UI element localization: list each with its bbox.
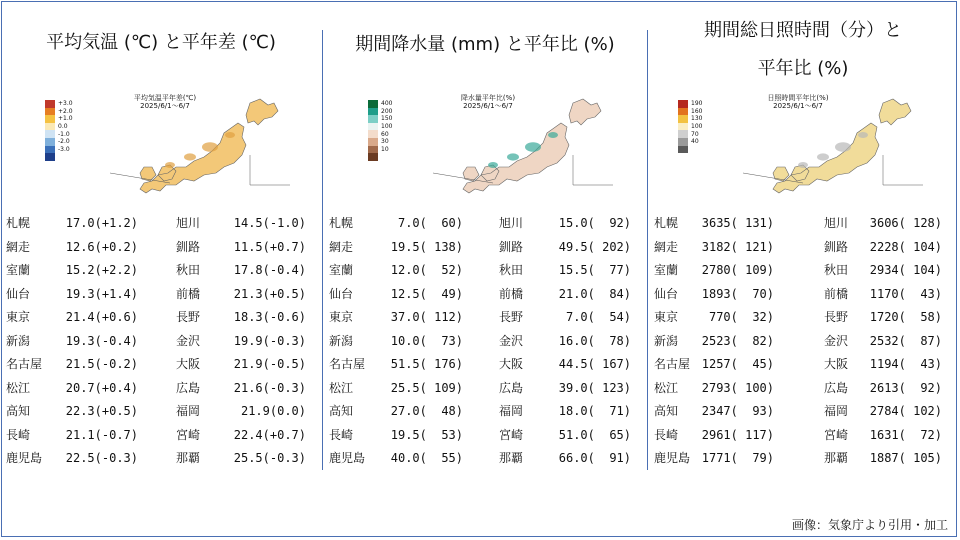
station-row <box>6 259 316 283</box>
station-value: 39.0( 123) <box>558 380 631 395</box>
station-name: 鹿児島 <box>6 451 43 465</box>
map-region <box>184 153 196 160</box>
station-row <box>654 283 952 307</box>
station-name: 宮崎 <box>824 427 849 442</box>
station-value: 19.5( 138) <box>390 239 463 254</box>
station-name: 広島 <box>824 380 849 395</box>
station-name: 鹿児島 <box>329 451 366 465</box>
station-value: 44.5( 167) <box>558 357 631 371</box>
station-value: 1720( 58) <box>869 310 942 324</box>
station-name: 名古屋 <box>6 357 43 371</box>
station-value: 7.0( 54) <box>565 310 631 324</box>
station-value: 12.0( 52) <box>390 263 463 277</box>
legend-item <box>45 153 105 161</box>
station-row <box>654 306 952 330</box>
station-value: 21.3(+0.5) <box>233 286 306 301</box>
station-value: 19.5( 53) <box>390 427 463 442</box>
station-value: 49.5( 202) <box>558 239 631 254</box>
legend-item <box>45 138 105 146</box>
station-name: 釧路 <box>499 239 524 254</box>
station-name: 網走 <box>329 239 354 254</box>
station-value: 770( 32) <box>708 310 774 324</box>
station-name: 秋田 <box>176 263 201 277</box>
legend-label: -3.0 <box>58 145 70 153</box>
anomaly-map <box>45 90 305 195</box>
legend-label: -2.0 <box>58 138 70 146</box>
legend-swatch <box>45 130 55 138</box>
legend-item <box>368 130 428 138</box>
station-row <box>329 424 641 448</box>
station-name: 秋田 <box>499 263 524 277</box>
legend-swatch <box>45 146 55 154</box>
map-region <box>165 162 175 168</box>
station-row <box>654 236 952 260</box>
station-name: 新潟 <box>329 333 354 348</box>
station-name: 長野 <box>499 310 524 324</box>
station-value: 2780( 109) <box>701 263 774 277</box>
station-value: 21.1(-0.7) <box>65 427 138 442</box>
map-period: 2025/6/1～6/7 <box>140 102 190 110</box>
legend-swatch <box>45 115 55 123</box>
station-name: 札幌 <box>6 216 31 230</box>
station-value: 40.0( 55) <box>390 451 463 465</box>
legend-swatch <box>678 115 688 123</box>
map-region <box>507 153 519 160</box>
legend-label: 130 <box>691 115 703 123</box>
station-name: 那覇 <box>499 451 524 465</box>
station-name: 福岡 <box>824 404 849 418</box>
legend-item <box>368 100 428 108</box>
station-row <box>654 377 952 401</box>
station-value: 15.0( 92) <box>558 216 631 230</box>
station-row <box>6 377 316 401</box>
station-value: 7.0( 60) <box>397 216 463 230</box>
map-region <box>525 142 541 152</box>
legend-swatch <box>678 100 688 108</box>
legend-item <box>368 115 428 123</box>
station-row <box>6 330 316 354</box>
station-name: 網走 <box>654 239 679 254</box>
panel-2 <box>323 0 647 480</box>
legend-swatch <box>678 123 688 131</box>
legend-label: 100 <box>381 123 393 131</box>
station-row <box>329 212 641 236</box>
station-row <box>329 447 641 471</box>
image-credit: 画像：気象庁より引用・加工 <box>791 518 948 532</box>
legend-label: +2.0 <box>58 107 73 115</box>
station-name: 札幌 <box>329 216 354 230</box>
legend-label: 160 <box>691 107 703 115</box>
station-row <box>654 424 952 448</box>
japan-map <box>733 95 933 195</box>
station-name: 金沢 <box>176 333 201 348</box>
anomaly-map <box>368 90 628 195</box>
station-value: 25.5(-0.3) <box>233 451 306 465</box>
station-value: 16.0( 78) <box>558 333 631 348</box>
station-row <box>329 400 641 424</box>
map-region <box>202 142 218 152</box>
map-legend <box>45 100 105 161</box>
station-name: 長野 <box>824 310 849 324</box>
legend-swatch <box>45 123 55 131</box>
station-value: 1771( 79) <box>701 451 774 465</box>
legend-label: 150 <box>381 115 393 123</box>
station-row <box>329 330 641 354</box>
legend-swatch <box>368 123 378 131</box>
station-value: 21.4(+0.6) <box>65 310 138 324</box>
station-name: 前橋 <box>176 286 201 301</box>
station-row <box>6 212 316 236</box>
map-region <box>817 153 829 160</box>
legend-swatch <box>678 130 688 138</box>
station-name: 宮崎 <box>499 427 524 442</box>
legend-label: -1.0 <box>58 130 70 138</box>
station-name: 金沢 <box>499 333 524 348</box>
map-region <box>858 132 868 138</box>
map-title: 降水量平年比(%) <box>460 94 516 102</box>
station-row <box>654 447 952 471</box>
station-name: 前橋 <box>824 286 849 301</box>
station-value: 21.5(-0.2) <box>65 357 138 371</box>
station-name: 釧路 <box>176 239 201 254</box>
station-value: 27.0( 48) <box>390 404 463 418</box>
legend-label: 200 <box>381 107 393 115</box>
station-name: 室蘭 <box>329 263 354 277</box>
station-name: 那覇 <box>824 451 849 465</box>
station-value: 1257( 45) <box>701 357 774 371</box>
legend-item <box>45 123 105 131</box>
station-name: 釧路 <box>824 239 849 254</box>
legend-swatch <box>368 100 378 108</box>
station-row <box>6 400 316 424</box>
station-row <box>654 353 952 377</box>
station-name: 高知 <box>329 404 354 418</box>
legend-item <box>368 153 428 161</box>
legend-label: 0.0 <box>58 123 68 131</box>
station-value: 22.5(-0.3) <box>65 451 138 465</box>
station-row <box>329 306 641 330</box>
station-value: 20.7(+0.4) <box>65 380 138 395</box>
station-value: 1631( 72) <box>869 427 942 442</box>
station-row <box>6 283 316 307</box>
map-period: 2025/6/1～6/7 <box>773 102 823 110</box>
legend-item <box>678 115 738 123</box>
legend-label: +1.0 <box>58 115 73 123</box>
station-value: 21.0( 84) <box>558 286 631 301</box>
station-name: 秋田 <box>824 263 849 277</box>
station-name: 宮崎 <box>176 427 201 442</box>
station-row <box>329 377 641 401</box>
station-row <box>329 236 641 260</box>
station-name: 長崎 <box>654 427 679 442</box>
legend-swatch <box>368 153 378 161</box>
station-value: 2784( 102) <box>869 404 942 418</box>
station-name: 前橋 <box>499 286 524 301</box>
legend-swatch <box>368 115 378 123</box>
legend-item <box>678 146 738 154</box>
station-name: 長崎 <box>329 427 354 442</box>
station-row <box>654 259 952 283</box>
station-value: 17.8(-0.4) <box>233 263 306 277</box>
legend-label: 190 <box>691 100 703 108</box>
legend-item <box>368 123 428 131</box>
station-value: 2532( 87) <box>869 333 942 348</box>
station-value: 3635( 131) <box>701 216 774 230</box>
map-region <box>488 162 498 168</box>
map-title: 平均気温平年差(℃) <box>133 94 197 102</box>
station-value: 3182( 121) <box>701 239 774 254</box>
panel-1 <box>0 0 322 480</box>
station-name: 東京 <box>329 310 354 324</box>
map-title: 日照時間平年比(%) <box>767 94 829 102</box>
station-value: 14.5(-1.0) <box>233 216 306 230</box>
legend-swatch <box>45 153 55 161</box>
station-value: 2613( 92) <box>869 380 942 395</box>
station-name: 松江 <box>6 380 31 395</box>
station-value: 25.5( 109) <box>390 380 463 395</box>
legend-swatch <box>45 100 55 108</box>
legend-item <box>678 100 738 108</box>
legend-label: +3.0 <box>58 100 73 108</box>
map-region <box>798 162 808 168</box>
station-name: 名古屋 <box>329 357 366 371</box>
station-table <box>654 212 952 471</box>
station-name: 広島 <box>499 380 524 395</box>
anomaly-map <box>678 90 938 195</box>
station-name: 旭川 <box>499 216 524 230</box>
legend-swatch <box>45 138 55 146</box>
station-table <box>6 212 316 471</box>
station-value: 3606( 128) <box>869 216 942 230</box>
station-name: 大阪 <box>824 357 849 371</box>
station-name: 福岡 <box>176 404 201 418</box>
legend-item <box>678 138 738 146</box>
station-value: 19.9(-0.3) <box>233 333 306 348</box>
station-name: 旭川 <box>176 216 201 230</box>
station-value: 18.3(-0.6) <box>233 310 306 324</box>
station-name: 広島 <box>176 380 201 395</box>
station-name: 新潟 <box>6 333 31 348</box>
panel-title: 平均気温 (℃) と平年差 (℃) <box>46 32 276 53</box>
station-value: 66.0( 91) <box>558 451 631 465</box>
station-name: 旭川 <box>824 216 849 230</box>
station-row <box>6 306 316 330</box>
station-row <box>329 283 641 307</box>
station-row <box>6 447 316 471</box>
station-name: 札幌 <box>654 216 679 230</box>
station-value: 12.6(+0.2) <box>65 239 138 254</box>
station-name: 福岡 <box>499 404 524 418</box>
panel-title: 平年比 (%) <box>757 58 849 79</box>
station-value: 2793( 100) <box>701 380 774 395</box>
station-name: 松江 <box>329 380 354 395</box>
station-value: 15.2(+2.2) <box>65 263 138 277</box>
legend-label: 40 <box>691 138 699 146</box>
legend-item <box>45 130 105 138</box>
map-region <box>225 132 235 138</box>
legend-item <box>368 146 428 154</box>
legend-item <box>678 123 738 131</box>
map-period: 2025/6/1～6/7 <box>463 102 513 110</box>
station-value: 10.0( 73) <box>390 333 463 348</box>
legend-item <box>45 146 105 154</box>
legend-label: 60 <box>381 130 389 138</box>
station-name: 長崎 <box>6 427 31 442</box>
station-value: 1893( 70) <box>701 286 774 301</box>
legend-item <box>45 100 105 108</box>
station-value: 2934( 104) <box>869 263 942 277</box>
legend-swatch <box>45 108 55 116</box>
station-value: 21.9(0.0) <box>240 404 306 418</box>
station-name: 室蘭 <box>654 263 679 277</box>
station-value: 17.0(+1.2) <box>65 216 138 230</box>
station-name: 新潟 <box>654 333 679 348</box>
station-row <box>329 259 641 283</box>
legend-item <box>368 138 428 146</box>
station-value: 19.3(+1.4) <box>65 286 138 301</box>
station-row <box>6 424 316 448</box>
station-table <box>329 212 641 471</box>
station-value: 21.9(-0.5) <box>233 357 306 371</box>
map-legend <box>678 100 738 153</box>
station-value: 37.0( 112) <box>390 310 463 324</box>
station-name: 大阪 <box>176 357 201 371</box>
station-name: 高知 <box>6 404 31 418</box>
station-row <box>654 400 952 424</box>
station-value: 51.0( 65) <box>558 427 631 442</box>
legend-label: 10 <box>381 145 389 153</box>
station-row <box>6 353 316 377</box>
station-row <box>654 330 952 354</box>
legend-label: 30 <box>381 138 389 146</box>
station-value: 22.3(+0.5) <box>65 404 138 418</box>
station-value: 2228( 104) <box>869 239 942 254</box>
legend-item <box>45 108 105 116</box>
station-value: 2347( 93) <box>701 404 774 418</box>
station-name: 室蘭 <box>6 263 31 277</box>
station-name: 那覇 <box>176 451 201 465</box>
legend-swatch <box>368 108 378 116</box>
panel-title: 期間総日照時間（分）と <box>704 20 902 41</box>
legend-label: 100 <box>691 123 703 131</box>
legend-item <box>368 108 428 116</box>
station-name: 大阪 <box>499 357 524 371</box>
legend-item <box>678 130 738 138</box>
legend-swatch <box>678 108 688 116</box>
station-value: 11.5(+0.7) <box>233 239 306 254</box>
station-name: 金沢 <box>824 333 849 348</box>
panel-title: 期間降水量 (mm) と平年比 (%) <box>355 34 615 55</box>
station-name: 東京 <box>6 310 31 324</box>
station-name: 名古屋 <box>654 357 691 371</box>
station-name: 長野 <box>176 310 201 324</box>
station-value: 18.0( 71) <box>558 404 631 418</box>
japan-map <box>100 95 300 195</box>
map-region <box>835 142 851 152</box>
legend-item <box>45 115 105 123</box>
station-row <box>6 236 316 260</box>
station-name: 網走 <box>6 239 31 254</box>
legend-swatch <box>368 146 378 154</box>
station-value: 12.5( 49) <box>390 286 463 301</box>
station-value: 51.5( 176) <box>390 357 463 371</box>
legend-label: 70 <box>691 130 699 138</box>
station-value: 19.3(-0.4) <box>65 333 138 348</box>
station-value: 2523( 82) <box>701 333 774 348</box>
station-name: 東京 <box>654 310 679 324</box>
station-name: 仙台 <box>6 286 31 301</box>
station-value: 21.6(-0.3) <box>233 380 306 395</box>
station-name: 高知 <box>654 404 679 418</box>
station-value: 1887( 105) <box>869 451 942 465</box>
station-row <box>329 353 641 377</box>
station-value: 2961( 117) <box>701 427 774 442</box>
legend-swatch <box>368 138 378 146</box>
station-name: 仙台 <box>329 286 354 301</box>
legend-swatch <box>368 130 378 138</box>
station-value: 15.5( 77) <box>558 263 631 277</box>
station-name: 鹿児島 <box>654 451 691 465</box>
legend-swatch <box>678 146 688 154</box>
map-legend <box>368 100 428 161</box>
station-row <box>654 212 952 236</box>
japan-map <box>423 95 623 195</box>
legend-label: 400 <box>381 100 393 108</box>
panel-3 <box>648 0 958 480</box>
station-value: 1170( 43) <box>869 286 942 301</box>
map-region <box>548 132 558 138</box>
legend-item <box>678 108 738 116</box>
station-value: 1194( 43) <box>869 357 942 371</box>
station-name: 松江 <box>654 380 679 395</box>
station-name: 仙台 <box>654 286 679 301</box>
legend-swatch <box>678 138 688 146</box>
station-value: 22.4(+0.7) <box>233 427 306 442</box>
